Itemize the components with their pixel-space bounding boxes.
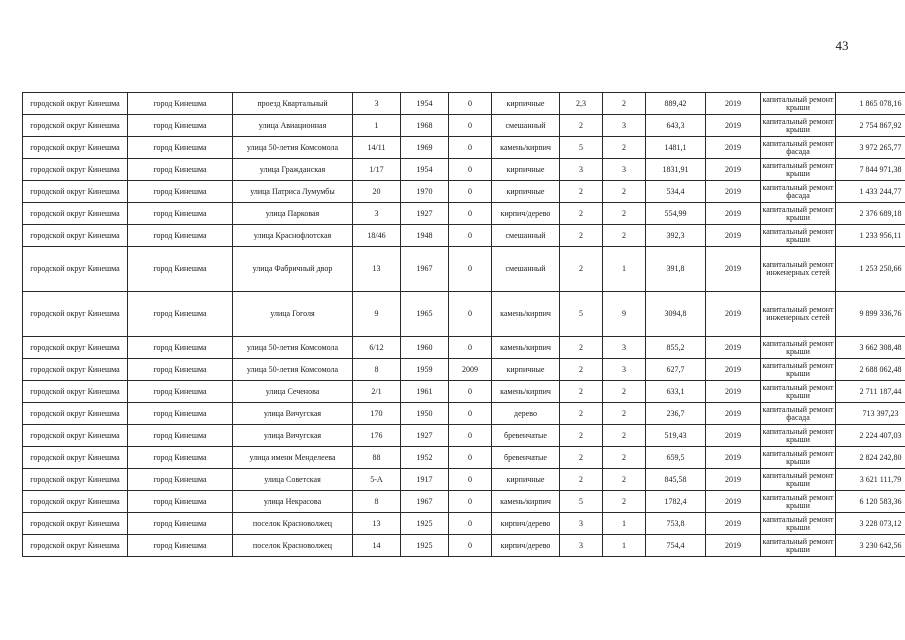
cell-plan-year: 2019 — [706, 203, 761, 225]
table-row — [23, 159, 905, 181]
cell-okrug: городской округ Кинешма — [23, 115, 128, 137]
cell-wall-material: кирпичные — [492, 93, 560, 115]
cell-floors: 2 — [560, 403, 603, 425]
cell-wall-material: кирпичные — [492, 159, 560, 181]
cell-last-overhaul-year: 0 — [449, 535, 492, 557]
cell-floors: 2 — [560, 225, 603, 247]
cell-city: город Кинешма — [128, 115, 233, 137]
cell-floors: 5 — [560, 292, 603, 337]
cell-city: город Кинешма — [128, 137, 233, 159]
cell-year-built: 1954 — [401, 159, 449, 181]
cell-work-type: капитальный ремонт крыши — [761, 425, 836, 447]
cell-okrug: городской округ Кинешма — [23, 535, 128, 557]
cell-okrug: городской округ Кинешма — [23, 513, 128, 535]
cell-plan-year: 2019 — [706, 469, 761, 491]
cell-year-built: 1968 — [401, 115, 449, 137]
cell-cost: 6 120 583,36 — [836, 491, 905, 513]
cell-plan-year: 2019 — [706, 491, 761, 513]
cell-cost: 2 376 689,18 — [836, 203, 905, 225]
cell-last-overhaul-year: 0 — [449, 337, 492, 359]
cell-year-built: 1927 — [401, 425, 449, 447]
cell-city: город Кинешма — [128, 535, 233, 557]
cell-work-type: капитальный ремонт фасада — [761, 403, 836, 425]
cell-floors: 2 — [560, 203, 603, 225]
cell-floors: 2 — [560, 115, 603, 137]
cell-plan-year: 2019 — [706, 359, 761, 381]
cell-plan-year: 2019 — [706, 181, 761, 203]
cell-last-overhaul-year: 0 — [449, 247, 492, 292]
cell-house-number: 8 — [353, 359, 401, 381]
table-row — [23, 513, 905, 535]
cell-house-number: 170 — [353, 403, 401, 425]
cell-area: 1831,91 — [646, 159, 706, 181]
cell-wall-material: кирпичные — [492, 359, 560, 381]
table-row — [23, 425, 905, 447]
cell-last-overhaul-year: 0 — [449, 292, 492, 337]
cell-house-number: 176 — [353, 425, 401, 447]
cell-work-type: капитальный ремонт крыши — [761, 93, 836, 115]
cell-house-number: 1 — [353, 115, 401, 137]
cell-okrug: городской округ Кинешма — [23, 491, 128, 513]
cell-entrances: 3 — [603, 115, 646, 137]
cell-house-number: 14/11 — [353, 137, 401, 159]
cell-house-number: 2/1 — [353, 381, 401, 403]
cell-floors: 5 — [560, 137, 603, 159]
cell-house-number: 20 — [353, 181, 401, 203]
cell-street: улица Парковая — [233, 203, 353, 225]
cell-last-overhaul-year: 0 — [449, 403, 492, 425]
cell-house-number: 8 — [353, 491, 401, 513]
cell-floors: 2,3 — [560, 93, 603, 115]
cell-work-type: капитальный ремонт крыши — [761, 225, 836, 247]
cell-plan-year: 2019 — [706, 447, 761, 469]
cell-floors: 2 — [560, 425, 603, 447]
cell-street: улица 50-летия Комсомола — [233, 337, 353, 359]
cell-street: улица 50-летия Комсомола — [233, 137, 353, 159]
cell-year-built: 1948 — [401, 225, 449, 247]
cell-year-built: 1970 — [401, 181, 449, 203]
cell-floors: 3 — [560, 159, 603, 181]
cell-cost: 2 688 062,48 — [836, 359, 905, 381]
cell-area: 643,3 — [646, 115, 706, 137]
cell-year-built: 1925 — [401, 535, 449, 557]
cell-house-number: 6/12 — [353, 337, 401, 359]
cell-wall-material: смешанный — [492, 225, 560, 247]
cell-area: 1782,4 — [646, 491, 706, 513]
cell-city: город Кинешма — [128, 491, 233, 513]
cell-area: 855,2 — [646, 337, 706, 359]
cell-plan-year: 2019 — [706, 425, 761, 447]
cell-year-built: 1960 — [401, 337, 449, 359]
cell-street: улица имени Менделеева — [233, 447, 353, 469]
cell-work-type: капитальный ремонт крыши — [761, 203, 836, 225]
cell-year-built: 1965 — [401, 292, 449, 337]
cell-entrances: 9 — [603, 292, 646, 337]
cell-work-type: капитальный ремонт крыши — [761, 115, 836, 137]
cell-year-built: 1925 — [401, 513, 449, 535]
cell-city: город Кинешма — [128, 513, 233, 535]
cell-street: улица Патриса Лумумбы — [233, 181, 353, 203]
cell-house-number: 18/46 — [353, 225, 401, 247]
cell-wall-material: дерево — [492, 403, 560, 425]
cell-entrances: 2 — [603, 469, 646, 491]
cell-entrances: 1 — [603, 535, 646, 557]
cell-okrug: городской округ Кинешма — [23, 359, 128, 381]
cell-floors: 2 — [560, 381, 603, 403]
cell-city: город Кинешма — [128, 159, 233, 181]
cell-year-built: 1954 — [401, 93, 449, 115]
cell-cost: 2 224 407,03 — [836, 425, 905, 447]
cell-work-type: капитальный ремонт крыши — [761, 359, 836, 381]
cell-area: 889,42 — [646, 93, 706, 115]
cell-street: улица Авиационная — [233, 115, 353, 137]
cell-wall-material: кирпичные — [492, 181, 560, 203]
cell-street: улица Краснофлотская — [233, 225, 353, 247]
cell-okrug: городской округ Кинешма — [23, 337, 128, 359]
cell-city: город Кинешма — [128, 403, 233, 425]
cell-floors: 2 — [560, 337, 603, 359]
cell-street: улица Некрасова — [233, 491, 353, 513]
cell-last-overhaul-year: 0 — [449, 115, 492, 137]
cell-cost: 2 754 867,92 — [836, 115, 905, 137]
cell-entrances: 2 — [603, 425, 646, 447]
cell-cost: 3 228 073,12 — [836, 513, 905, 535]
cell-last-overhaul-year: 0 — [449, 381, 492, 403]
cell-year-built: 1952 — [401, 447, 449, 469]
cell-okrug: городской округ Кинешма — [23, 203, 128, 225]
page-number: 43 — [835, 38, 849, 53]
cell-street: улица Гражданская — [233, 159, 353, 181]
cell-street: проезд Квартальный — [233, 93, 353, 115]
cell-last-overhaul-year: 0 — [449, 447, 492, 469]
table-row — [23, 469, 905, 491]
cell-work-type: капитальный ремонт крыши — [761, 469, 836, 491]
cell-cost: 3 621 111,79 — [836, 469, 905, 491]
cell-area: 534,4 — [646, 181, 706, 203]
cell-area: 519,43 — [646, 425, 706, 447]
cell-work-type: капитальный ремонт крыши — [761, 513, 836, 535]
cell-work-type: капитальный ремонт крыши — [761, 535, 836, 557]
table-row — [23, 137, 905, 159]
cell-entrances: 2 — [603, 381, 646, 403]
cell-last-overhaul-year: 0 — [449, 425, 492, 447]
cell-entrances: 2 — [603, 225, 646, 247]
cell-cost: 3 230 642,56 — [836, 535, 905, 557]
cell-work-type: капитальный ремонт крыши — [761, 447, 836, 469]
cell-okrug: городской округ Кинешма — [23, 447, 128, 469]
cell-entrances: 3 — [603, 337, 646, 359]
cell-city: город Кинешма — [128, 203, 233, 225]
cell-entrances: 2 — [603, 447, 646, 469]
cell-plan-year: 2019 — [706, 337, 761, 359]
table-row — [23, 535, 905, 557]
cell-work-type: капитальный ремонт крыши — [761, 159, 836, 181]
cell-last-overhaul-year: 0 — [449, 225, 492, 247]
cell-entrances: 2 — [603, 403, 646, 425]
cell-year-built: 1967 — [401, 491, 449, 513]
cell-plan-year: 2019 — [706, 513, 761, 535]
cell-okrug: городской округ Кинешма — [23, 469, 128, 491]
cell-last-overhaul-year: 0 — [449, 203, 492, 225]
cell-floors: 2 — [560, 447, 603, 469]
cell-plan-year: 2019 — [706, 225, 761, 247]
cell-cost: 9 899 336,76 — [836, 292, 905, 337]
cell-year-built: 1967 — [401, 247, 449, 292]
cell-cost: 7 844 971,38 — [836, 159, 905, 181]
cell-cost: 2 711 187,44 — [836, 381, 905, 403]
cell-area: 1481,1 — [646, 137, 706, 159]
table-row — [23, 337, 905, 359]
cell-plan-year: 2019 — [706, 292, 761, 337]
cell-plan-year: 2019 — [706, 381, 761, 403]
cell-cost: 713 397,23 — [836, 403, 905, 425]
cell-floors: 2 — [560, 247, 603, 292]
cell-year-built: 1927 — [401, 203, 449, 225]
cell-work-type: капитальный ремонт фасада — [761, 181, 836, 203]
cell-wall-material: бревенчатые — [492, 447, 560, 469]
cell-house-number: 14 — [353, 535, 401, 557]
cell-wall-material: кирпич/дерево — [492, 513, 560, 535]
table-row — [23, 359, 905, 381]
cell-okrug: городской округ Кинешма — [23, 137, 128, 159]
cell-entrances: 3 — [603, 359, 646, 381]
cell-plan-year: 2019 — [706, 403, 761, 425]
cell-city: город Кинешма — [128, 381, 233, 403]
cell-street: улица 50-летия Комсомола — [233, 359, 353, 381]
cell-wall-material: камень/кирпич — [492, 137, 560, 159]
housing-repair-table — [22, 92, 905, 557]
cell-house-number: 9 — [353, 292, 401, 337]
cell-area: 753,8 — [646, 513, 706, 535]
cell-city: город Кинешма — [128, 359, 233, 381]
cell-okrug: городской округ Кинешма — [23, 403, 128, 425]
table-row — [23, 403, 905, 425]
cell-cost: 3 662 308,48 — [836, 337, 905, 359]
cell-city: город Кинешма — [128, 247, 233, 292]
cell-house-number: 5-А — [353, 469, 401, 491]
cell-work-type: капитальный ремонт крыши — [761, 381, 836, 403]
cell-street: улица Вичугская — [233, 425, 353, 447]
cell-area: 392,3 — [646, 225, 706, 247]
cell-last-overhaul-year: 0 — [449, 491, 492, 513]
cell-entrances: 1 — [603, 247, 646, 292]
cell-okrug: городской округ Кинешма — [23, 225, 128, 247]
cell-okrug: городской округ Кинешма — [23, 159, 128, 181]
cell-floors: 3 — [560, 535, 603, 557]
cell-entrances: 2 — [603, 137, 646, 159]
cell-city: город Кинешма — [128, 225, 233, 247]
cell-city: город Кинешма — [128, 337, 233, 359]
cell-year-built: 1959 — [401, 359, 449, 381]
cell-city: город Кинешма — [128, 469, 233, 491]
table-row — [23, 491, 905, 513]
cell-house-number: 88 — [353, 447, 401, 469]
cell-year-built: 1917 — [401, 469, 449, 491]
cell-floors: 3 — [560, 513, 603, 535]
cell-wall-material: камень/кирпич — [492, 337, 560, 359]
cell-street: улица Советская — [233, 469, 353, 491]
cell-wall-material: кирпич/дерево — [492, 535, 560, 557]
cell-city: город Кинешма — [128, 425, 233, 447]
cell-last-overhaul-year: 2009 — [449, 359, 492, 381]
cell-plan-year: 2019 — [706, 247, 761, 292]
cell-house-number: 13 — [353, 513, 401, 535]
cell-work-type: капитальный ремонт крыши — [761, 337, 836, 359]
cell-last-overhaul-year: 0 — [449, 513, 492, 535]
cell-house-number: 1/17 — [353, 159, 401, 181]
cell-floors: 2 — [560, 469, 603, 491]
cell-area: 391,8 — [646, 247, 706, 292]
cell-last-overhaul-year: 0 — [449, 93, 492, 115]
cell-cost: 1 433 244,77 — [836, 181, 905, 203]
cell-floors: 5 — [560, 491, 603, 513]
cell-year-built: 1950 — [401, 403, 449, 425]
cell-okrug: городской округ Кинешма — [23, 181, 128, 203]
cell-floors: 2 — [560, 181, 603, 203]
cell-plan-year: 2019 — [706, 159, 761, 181]
cell-street: поселок Красноволжец — [233, 535, 353, 557]
cell-entrances: 2 — [603, 181, 646, 203]
cell-work-type: капитальный ремонт инженерных сетей — [761, 247, 836, 292]
table-row — [23, 115, 905, 137]
cell-okrug: городской округ Кинешма — [23, 247, 128, 292]
cell-last-overhaul-year: 0 — [449, 469, 492, 491]
cell-cost: 1 233 956,11 — [836, 225, 905, 247]
table-row — [23, 292, 905, 337]
table-row — [23, 203, 905, 225]
cell-area: 3094,8 — [646, 292, 706, 337]
cell-entrances: 2 — [603, 491, 646, 513]
cell-street: поселок Красноволжец — [233, 513, 353, 535]
cell-okrug: городской округ Кинешма — [23, 93, 128, 115]
cell-floors: 2 — [560, 359, 603, 381]
cell-plan-year: 2019 — [706, 535, 761, 557]
cell-house-number: 3 — [353, 93, 401, 115]
cell-area: 754,4 — [646, 535, 706, 557]
cell-okrug: городской округ Кинешма — [23, 292, 128, 337]
cell-wall-material: камень/кирпич — [492, 292, 560, 337]
cell-city: город Кинешма — [128, 93, 233, 115]
cell-plan-year: 2019 — [706, 137, 761, 159]
cell-year-built: 1961 — [401, 381, 449, 403]
cell-area: 659,5 — [646, 447, 706, 469]
cell-entrances: 1 — [603, 513, 646, 535]
cell-area: 633,1 — [646, 381, 706, 403]
cell-okrug: городской округ Кинешма — [23, 381, 128, 403]
cell-street: улица Вичугская — [233, 403, 353, 425]
cell-city: город Кинешма — [128, 181, 233, 203]
cell-house-number: 13 — [353, 247, 401, 292]
cell-area: 627,7 — [646, 359, 706, 381]
table-row — [23, 447, 905, 469]
cell-work-type: капитальный ремонт фасада — [761, 137, 836, 159]
cell-last-overhaul-year: 0 — [449, 137, 492, 159]
cell-wall-material: камень/кирпич — [492, 381, 560, 403]
cell-plan-year: 2019 — [706, 115, 761, 137]
cell-last-overhaul-year: 0 — [449, 181, 492, 203]
cell-entrances: 3 — [603, 159, 646, 181]
cell-okrug: городской округ Кинешма — [23, 425, 128, 447]
cell-wall-material: смешанный — [492, 115, 560, 137]
cell-city: город Кинешма — [128, 447, 233, 469]
cell-entrances: 2 — [603, 203, 646, 225]
cell-street: улица Гоголя — [233, 292, 353, 337]
cell-wall-material: камень/кирпич — [492, 491, 560, 513]
table-body — [23, 93, 905, 557]
table-row — [23, 93, 905, 115]
cell-plan-year: 2019 — [706, 93, 761, 115]
cell-cost: 2 824 242,80 — [836, 447, 905, 469]
cell-street: улица Сеченова — [233, 381, 353, 403]
cell-year-built: 1969 — [401, 137, 449, 159]
cell-area: 845,58 — [646, 469, 706, 491]
table-row — [23, 181, 905, 203]
table-row — [23, 381, 905, 403]
table-row — [23, 225, 905, 247]
cell-cost: 1 253 250,66 — [836, 247, 905, 292]
table-row — [23, 247, 905, 292]
cell-area: 554,99 — [646, 203, 706, 225]
cell-work-type: капитальный ремонт крыши — [761, 491, 836, 513]
cell-city: город Кинешма — [128, 292, 233, 337]
cell-cost: 1 865 078,16 — [836, 93, 905, 115]
cell-wall-material: бревенчатые — [492, 425, 560, 447]
cell-wall-material: кирпичные — [492, 469, 560, 491]
cell-work-type: капитальный ремонт инженерных сетей — [761, 292, 836, 337]
cell-cost: 3 972 265,77 — [836, 137, 905, 159]
cell-entrances: 2 — [603, 93, 646, 115]
cell-street: улица Фабричный двор — [233, 247, 353, 292]
cell-last-overhaul-year: 0 — [449, 159, 492, 181]
cell-wall-material: смешанный — [492, 247, 560, 292]
cell-area: 236,7 — [646, 403, 706, 425]
cell-house-number: 3 — [353, 203, 401, 225]
cell-wall-material: кирпич/дерево — [492, 203, 560, 225]
